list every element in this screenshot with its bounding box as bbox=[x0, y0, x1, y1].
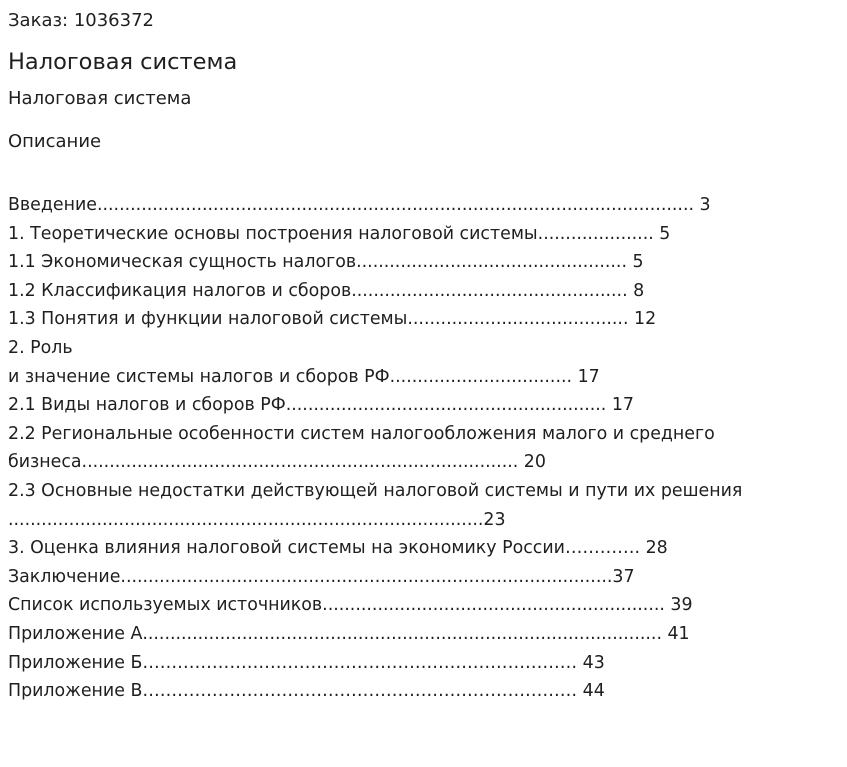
toc-entry-chapter-2-part-1: 2. Роль bbox=[8, 337, 73, 358]
document-subtitle: Налоговая система bbox=[8, 88, 192, 109]
toc-entry-appendix-b: Приложение Б………………………………………………………………… 43 bbox=[8, 652, 605, 673]
toc-entry-2-3-part-1: 2.3 Основные недостатки действующей налоговой системы и пути их решения bbox=[8, 480, 743, 501]
description-label: Описание bbox=[8, 131, 102, 152]
toc-entry-sources: Список используемых источников.............................................................. 39 bbox=[8, 595, 693, 616]
document-title: Налоговая система bbox=[8, 49, 238, 75]
order-number: Заказ: 1036372 bbox=[8, 10, 154, 31]
table-of-contents bbox=[8, 191, 838, 706]
toc-entry-2-2-part-1: 2.2 Региональные особенности систем налогообложения малого и среднего bbox=[8, 423, 715, 444]
toc-entry-introduction: Введение............................................................................................................ 3 bbox=[8, 195, 711, 215]
toc-entry-1-1: 1.1 Экономическая сущность налогов................................................. 5 bbox=[8, 252, 644, 273]
toc-entry-2-1: 2.1 Виды налогов и сборов РФ.......................................................... 17 bbox=[8, 395, 634, 416]
toc-entry-conclusion: Заключение.........................................................................................37 bbox=[8, 566, 635, 587]
toc-entry-appendix-a: Приложение А.............................................................................................. 41 bbox=[8, 623, 690, 644]
toc-entry-1-3: 1.3 Понятия и функции налоговой системы........................................ 12 bbox=[8, 309, 657, 330]
toc-entry-1-2: 1.2 Классификация налогов и сборов.................................................. 8 bbox=[8, 280, 645, 301]
toc-entry-chapter-2-part-2: и значение системы налогов и сборов РФ................................. 17 bbox=[8, 366, 600, 387]
toc-entry-chapter-1: 1. Теоретические основы построения налоговой системы..................... 5 bbox=[8, 223, 671, 244]
toc-entry-chapter-3: 3. Оценка влияния налоговой системы на экономику России…………. 28 bbox=[8, 538, 668, 559]
toc-entry-2-2-part-2: бизнеса............................................................................... 20 bbox=[8, 452, 546, 473]
toc-entry-2-3-part-2: ......................................................................................23 bbox=[8, 509, 506, 530]
toc-entry-appendix-c: Приложение В………………………………………………………………… 44 bbox=[8, 681, 605, 702]
